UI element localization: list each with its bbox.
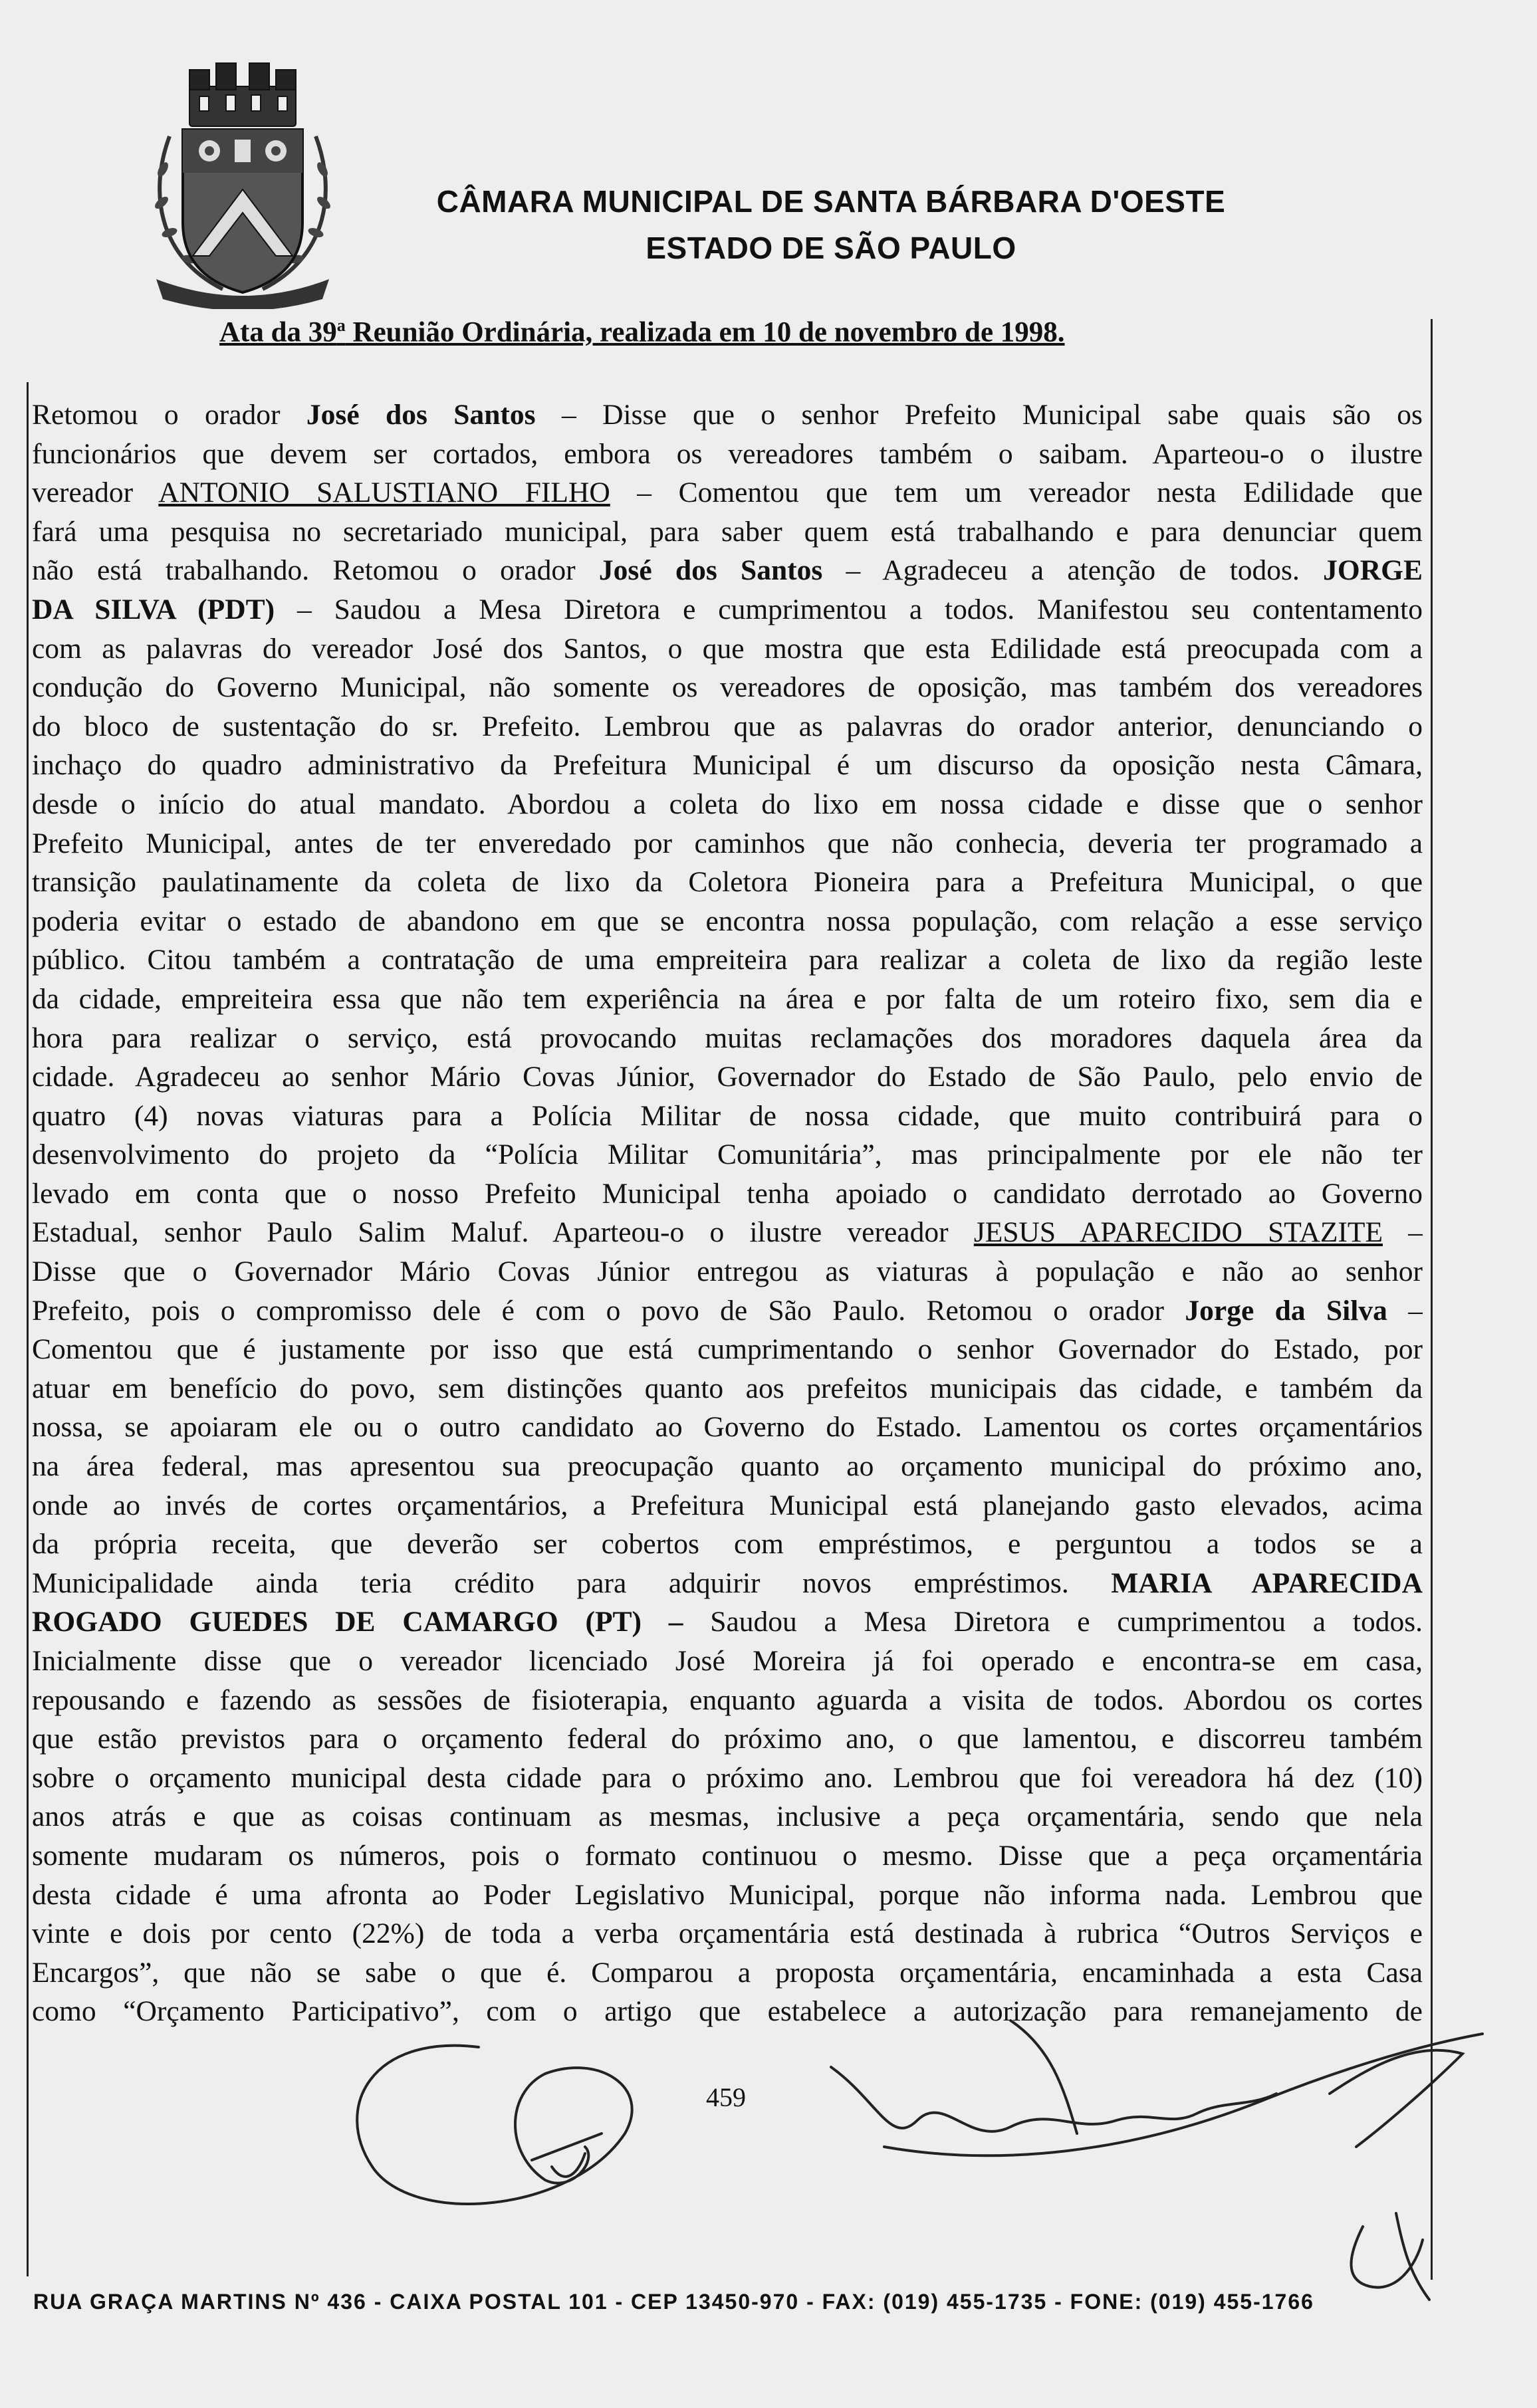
body-line bbox=[32, 1213, 1423, 1252]
body-text-segment: Prefeito Municipal, antes de ter enveredado por caminhos que não conhecia, deveria ter programado a bbox=[32, 827, 1423, 859]
body-text-segment: com as palavras do vereador José dos Santos, o que mostra que esta Edilidade está preocupada com a bbox=[32, 632, 1423, 665]
body-text-segment: fará uma pesquisa no secretariado municipal, para saber quem está trabalhando e para denunciar quem bbox=[32, 515, 1423, 548]
minutes-title bbox=[219, 316, 1065, 348]
body-text-segment: Estadual, senhor Paulo Salim Maluf. Aparteou-o o ilustre vereador bbox=[32, 1216, 974, 1249]
body-line bbox=[32, 1486, 1423, 1525]
body-text-segment: Retomou o orador bbox=[32, 399, 306, 431]
signature-initials bbox=[1352, 2227, 1423, 2288]
body-text-segment: Saudou a Mesa Diretora e cumprimentou a todos. bbox=[683, 1606, 1423, 1638]
body-line bbox=[32, 902, 1423, 941]
body-line bbox=[32, 1953, 1423, 1993]
body-line bbox=[32, 1174, 1423, 1214]
signature-right bbox=[831, 2067, 1276, 2132]
body-text-segment: sobre o orçamento municipal desta cidade para o próximo ano. Lembrou que foi vereadora há dez (10) bbox=[32, 1761, 1423, 1794]
body-text-segment: inchaço do quadro administrativo da Prefeitura Municipal é um discurso da oposição nesta Câmara, bbox=[32, 749, 1423, 782]
speaker-name: José dos Santos bbox=[598, 554, 823, 587]
body-text-segment: – Saudou a Mesa Diretora e cumprimentou a todos. Manifestou seu contentamento bbox=[275, 593, 1423, 625]
body-line bbox=[32, 1836, 1423, 1876]
speaker-name: Jorge da Silva bbox=[1185, 1294, 1387, 1327]
body-line bbox=[32, 1759, 1423, 1798]
body-text-segment: não está trabalhando. Retomou o orador bbox=[32, 554, 599, 587]
body-line bbox=[32, 1992, 1423, 2031]
body-line bbox=[32, 395, 1423, 435]
body-line bbox=[32, 1447, 1423, 1486]
body-line bbox=[32, 707, 1423, 746]
body-text-segment: na área federal, mas apresentou sua preocupação quanto ao orçamento municipal do próximo ano, bbox=[32, 1450, 1423, 1483]
body-text-segment: vereador bbox=[32, 477, 159, 509]
body-line bbox=[32, 1642, 1423, 1681]
body-line bbox=[32, 435, 1423, 474]
body-text-segment: – Disse que o senhor Prefeito Municipal sabe quais são os bbox=[535, 399, 1423, 431]
body-text-segment: desenvolvimento do projeto da “Polícia Militar Comunitária”, mas principalmente por ele não ter bbox=[32, 1139, 1423, 1171]
minutes-title-ordinal: a bbox=[336, 316, 346, 335]
body-line bbox=[32, 1681, 1423, 1720]
header-state: ESTADO DE SÃO PAULO bbox=[646, 231, 1016, 265]
body-text-segment: da cidade, empreiteira essa que não tem experiência na área e por falta de um roteiro fixo, sem dia e bbox=[32, 982, 1423, 1015]
body-line bbox=[32, 1369, 1423, 1408]
body-text-segment: desta cidade é uma afronta ao Poder Legislativo Municipal, porque não informa nada. Lembrou que bbox=[32, 1878, 1423, 1911]
body-text-segment: nossa, se apoiaram ele ou o outro candidato ao Governo do Estado. Lamentou os cortes orçamentários bbox=[32, 1411, 1423, 1444]
body-line bbox=[32, 629, 1423, 669]
body-line bbox=[32, 512, 1423, 552]
body-text-segment: anos atrás e que as coisas continuam as mesmas, inclusive a peça orçamentária, sendo que nela bbox=[32, 1801, 1423, 1833]
body-text-segment: condução do Governo Municipal, não somente os vereadores de oposição, mas também dos vereadores bbox=[32, 671, 1423, 704]
body-line bbox=[32, 1876, 1423, 1915]
municipal-coat-of-arms-icon bbox=[143, 56, 342, 309]
speaker-name: José dos Santos bbox=[306, 399, 536, 431]
body-text-segment: público. Citou também a contratação de uma empreiteira para realizar a coleta de lixo da região leste bbox=[32, 944, 1423, 976]
speaker-name: MARIA APARECIDA bbox=[1111, 1567, 1423, 1599]
header-title bbox=[399, 178, 1263, 271]
frame-left-border bbox=[27, 382, 29, 2276]
body-line bbox=[32, 863, 1423, 902]
body-text-segment: hora para realizar o serviço, está provocando muitas reclamações dos moradores daquela área da bbox=[32, 1022, 1423, 1054]
body-line bbox=[32, 668, 1423, 707]
body-line bbox=[32, 1097, 1423, 1136]
minutes-title-prefix: Ata da 39 bbox=[219, 316, 337, 348]
footer-address: RUA GRAÇA MARTINS Nº 436 - CAIXA POSTAL 101 - CEP 13450-970 - FAX: (019) 455-1735 - FONE: (019) 455-1766 bbox=[33, 2290, 1314, 2314]
body-text-segment: – bbox=[1387, 1294, 1423, 1327]
body-text-segment: poderia evitar o estado de abandono em que se encontra nossa população, com relação a esse serviço bbox=[32, 905, 1423, 937]
body-line bbox=[32, 1914, 1423, 1953]
body-text-segment: quatro (4) novas viaturas para a Polícia Militar de nossa cidade, que muito contribuirá para o bbox=[32, 1099, 1423, 1132]
body-text-segment: funcionários que devem ser cortados, embora os vereadores também o saibam. Aparteou-o o ilustre bbox=[32, 437, 1423, 470]
body-text-segment: do bloco de sustentação do sr. Prefeito. Lembrou que as palavras do orador anterior, denunciando o bbox=[32, 710, 1423, 742]
body-text-segment: Disse que o Governador Mário Covas Júnior entregou as viaturas à população e não ao senhor bbox=[32, 1256, 1423, 1288]
body-text-segment: – Agradeceu a atenção de todos. bbox=[822, 554, 1324, 587]
body-text-segment: atuar em benefício do povo, sem distinções quanto aos prefeitos municipais das cidade, e também da bbox=[32, 1372, 1423, 1404]
body-line bbox=[32, 1719, 1423, 1759]
body-text-segment: levado em conta que o nosso Prefeito Municipal tenha apoiado o candidato derrotado ao Governo bbox=[32, 1177, 1423, 1210]
body-line bbox=[32, 1797, 1423, 1836]
body-line bbox=[32, 551, 1423, 590]
councilor-name: JESUS APARECIDO STAZITE bbox=[973, 1216, 1383, 1249]
signature-left bbox=[357, 2046, 632, 2204]
body-line bbox=[32, 1291, 1423, 1331]
minutes-title-rest: Reunião Ordinária, realizada em 10 de novembro de 1998. bbox=[345, 316, 1065, 348]
header-institution: CÂMARA MUNICIPAL DE SANTA BÁRBARA D'OESTE bbox=[436, 184, 1226, 219]
body-text-segment: – Comentou que tem um vereador nesta Edilidade que bbox=[610, 477, 1423, 509]
body-line bbox=[32, 1408, 1423, 1447]
body-text-segment: que estão previstos para o orçamento federal do próximo ano, o que lamentou, e discorreu também bbox=[32, 1723, 1423, 1755]
speaker-name: ROGADO GUEDES DE CAMARGO (PT) – bbox=[32, 1606, 683, 1638]
body-line bbox=[32, 746, 1423, 785]
body-line bbox=[32, 1135, 1423, 1174]
body-text-segment: desde o início do atual mandato. Abordou a coleta do lixo em nossa cidade e disse que o senhor bbox=[32, 788, 1423, 820]
body-text-segment: somente mudaram os números, pois o formato continuou o mesmo. Disse que a peça orçamentária bbox=[32, 1839, 1423, 1872]
body-text-segment: onde ao invés de cortes orçamentários, a Prefeitura Municipal está planejando gasto elevados, acima bbox=[32, 1489, 1423, 1521]
councilor-name: ANTONIO SALUSTIANO FILHO bbox=[158, 477, 610, 509]
speaker-name: JORGE bbox=[1323, 554, 1423, 587]
body-line bbox=[32, 1602, 1423, 1642]
body-line bbox=[32, 1330, 1423, 1369]
minutes-body bbox=[32, 395, 1423, 2031]
body-text-segment: cidade. Agradeceu ao senhor Mário Covas Júnior, Governador do Estado de São Paulo, pelo envio de bbox=[32, 1061, 1423, 1093]
body-line bbox=[32, 1057, 1423, 1097]
body-line bbox=[32, 785, 1423, 824]
body-line bbox=[32, 1525, 1423, 1564]
body-line bbox=[32, 473, 1423, 512]
body-text-segment: vinte e dois por cento (22%) de toda a verba orçamentária está destinada à rubrica “Outros Serviços e bbox=[32, 1917, 1423, 1950]
body-text-segment: da própria receita, que deverão ser cobertos com empréstimos, e perguntou a todos se a bbox=[32, 1528, 1423, 1561]
body-line bbox=[32, 940, 1423, 980]
page-number: 459 bbox=[706, 2082, 746, 2112]
body-line bbox=[32, 1019, 1423, 1058]
body-line bbox=[32, 1252, 1423, 1291]
speaker-name: DA SILVA (PDT) bbox=[32, 593, 275, 625]
body-line bbox=[32, 590, 1423, 629]
body-text-segment: Prefeito, pois o compromisso dele é com o povo de São Paulo. Retomou o orador bbox=[32, 1294, 1185, 1327]
body-text-segment: transição paulatinamente da coleta de lixo da Coletora Pioneira para a Prefeitura Municipal, o que bbox=[32, 866, 1423, 899]
body-line bbox=[32, 980, 1423, 1019]
body-text-segment: Municipalidade ainda teria crédito para adquirir novos empréstimos. bbox=[32, 1567, 1112, 1599]
body-text-segment: Encargos”, que não se sabe o que é. Comparou a proposta orçamentária, encaminhada a esta Casa bbox=[32, 1956, 1423, 1989]
frame-right-border bbox=[1431, 319, 1433, 2280]
body-line bbox=[32, 1564, 1423, 1603]
body-text-segment: Comentou que é justamente por isso que está cumprimentando o senhor Governador do Estado, por bbox=[32, 1333, 1423, 1366]
body-line bbox=[32, 824, 1423, 863]
body-text-segment: repousando e fazendo as sessões de fisioterapia, enquanto aguarda a visita de todos. Abordou os cortes bbox=[32, 1684, 1423, 1716]
body-text-segment: – bbox=[1383, 1216, 1423, 1249]
body-text-segment: Inicialmente disse que o vereador licenciado José Moreira já foi operado e encontra-se em casa, bbox=[32, 1645, 1423, 1677]
body-text-segment: como “Orçamento Participativo”, com o artigo que estabelece a autorização para remanejamento de bbox=[32, 1995, 1423, 2028]
